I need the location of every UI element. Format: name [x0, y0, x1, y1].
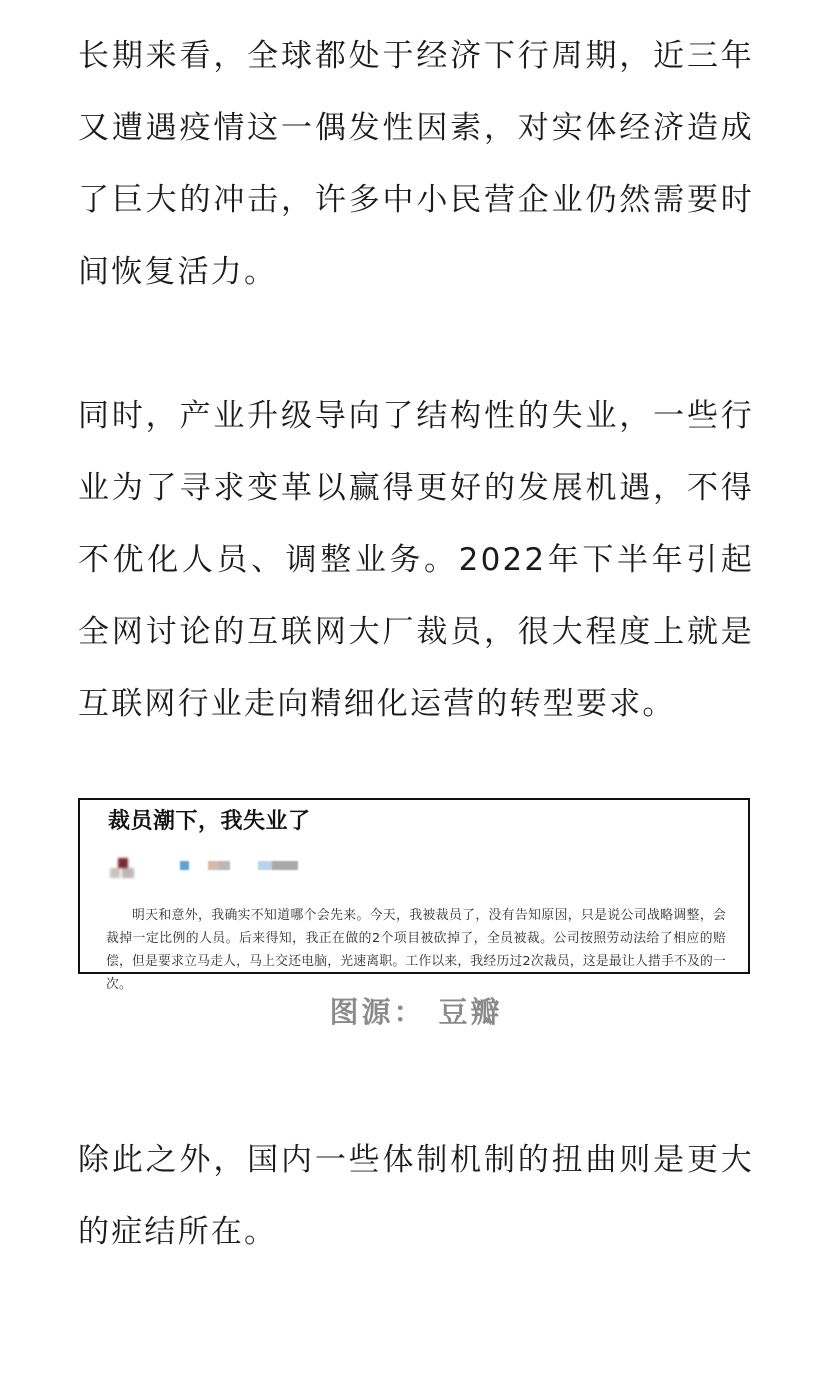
blurred-meta-chip: [208, 861, 230, 870]
article-paragraph-3: 除此之外，国内一些体制机制的扭曲则是更大的症结所在。: [78, 1142, 754, 1250]
article-paragraph-2: 同时，产业升级导向了结构性的失业，一些行业为了寻求变革以赢得更好的发展机遇，不得不优化人员、调整业务。2022年下半年引起全网讨论的互联网大厂裁员，很大程度上就是互联网行业走向精细化运营的转型要求。: [78, 398, 754, 722]
blurred-avatar: [108, 854, 138, 882]
blurred-username-chip: [180, 861, 189, 870]
embedded-post-title: 裁员潮下，我失业了: [108, 809, 311, 834]
embedded-post-body: 明天和意外，我确实不知道哪个会先来。今天，我被裁员了，没有告知原因，只是说公司战略调整，会裁掉一定比例的人员。后来得知，我正在做的2个项目被砍掉了，全员被裁。公司按照劳动法给了相应的赔偿，但是要求立马走人，马上交还电脑，光速离职。工作以来，我经历过2次裁员，这是最让人措手不及的一次。: [106, 908, 726, 992]
article: [78, 20, 754, 1268]
embedded-screenshot: [78, 798, 750, 992]
blurred-date-chip: [258, 861, 298, 870]
image-caption: 图源： 豆瓣: [329, 995, 503, 1029]
article-paragraph-1: 长期来看，全球都处于经济下行周期，近三年又遭遇疫情这一偶发性因素，对实体经济造成了巨大的冲击，许多中小民营企业仍然需要时间恢复活力。: [78, 38, 754, 290]
